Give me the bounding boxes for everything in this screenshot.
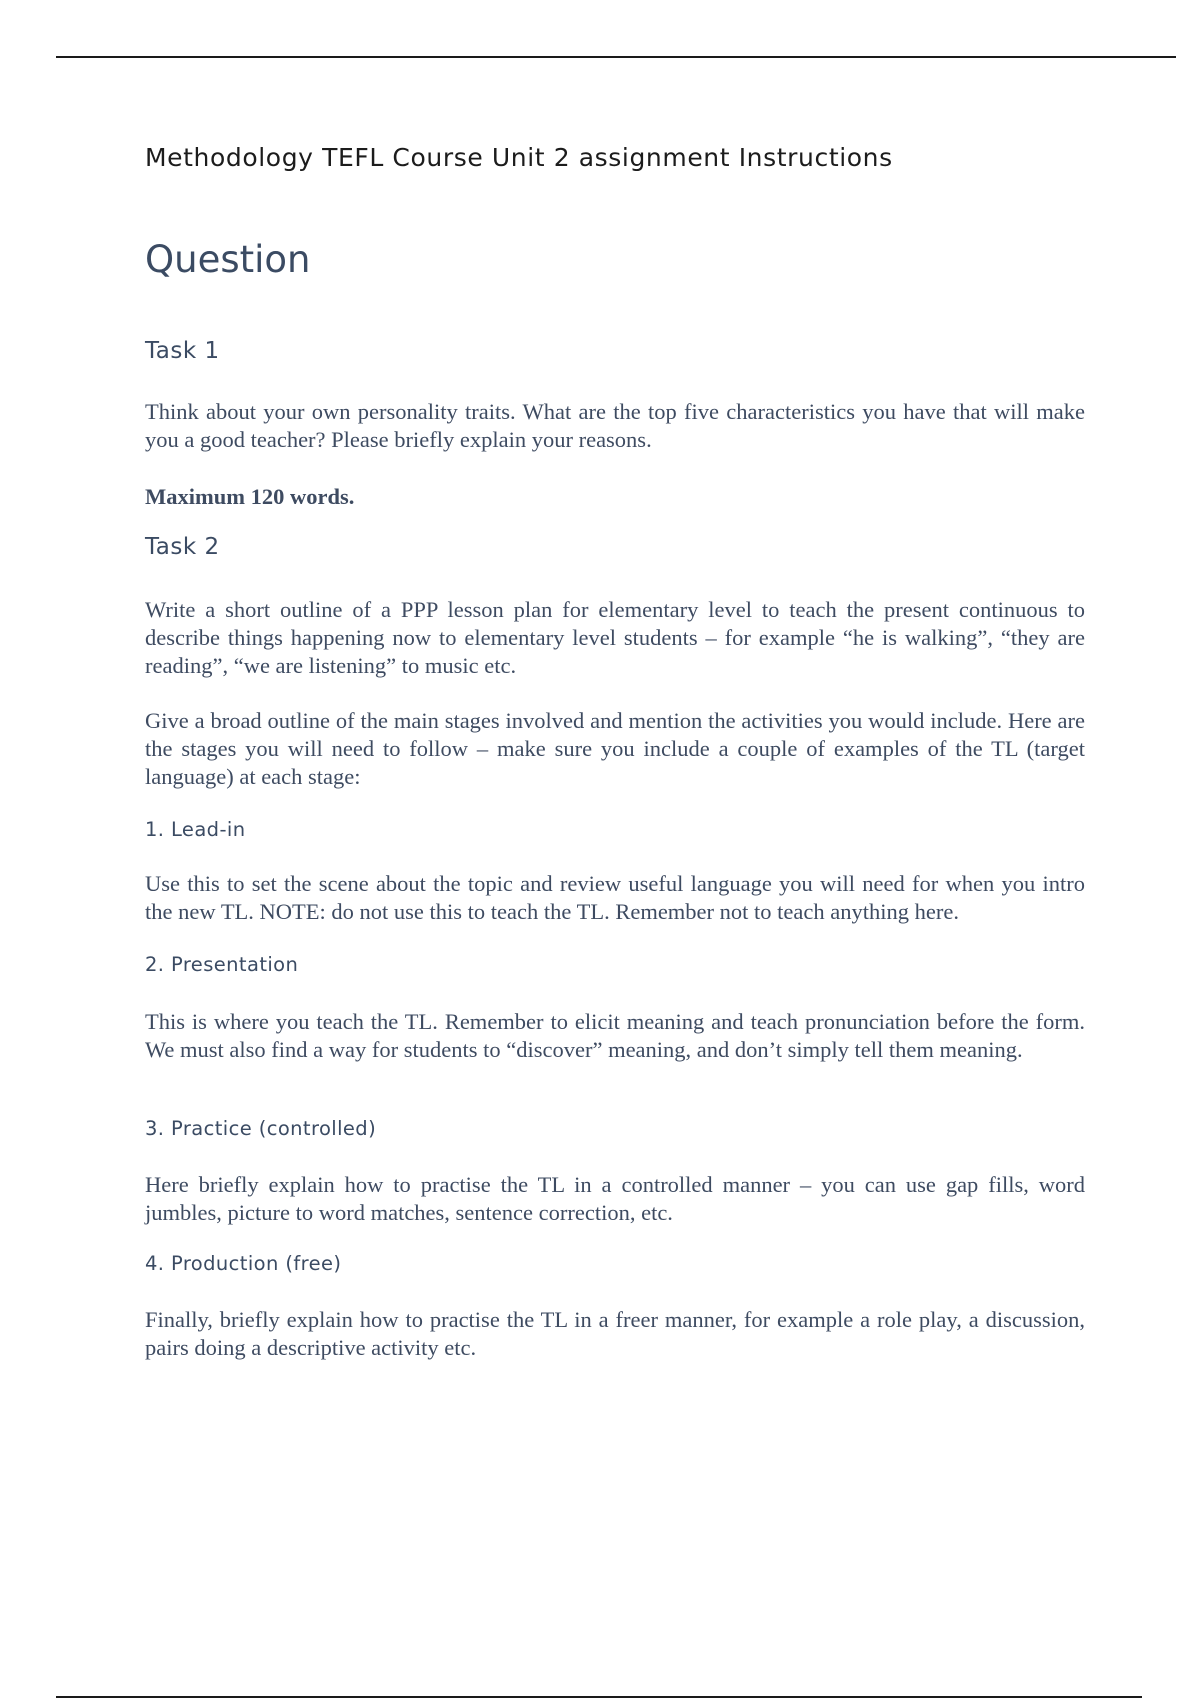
stage-text-practice: Here briefly explain how to practise the TL in a controlled manner – you can use gap fills, word jumbles, picture to word matches, sentence correction, etc. [145, 1172, 1085, 1225]
task-2-outline: Give a broad outline of the main stages involved and mention the activities you would include. Here are the stages you will need to follow – make sure you include a couple of examples of the TL (target language) at each stage: [145, 708, 1085, 789]
task-1-text: Think about your own personality traits. What are the top five characteristics you have that will make you a good teacher? Please briefly explain your reasons. [145, 399, 1085, 452]
section-heading-question: Question [145, 238, 311, 281]
stage-label-production: 4. Production (free) [145, 1252, 342, 1275]
stage-text-presentation: This is where you teach the TL. Remember to elicit meaning and teach pronunciation before the form. We must also find a way for students to “discover” meaning, and don’t simply tell them meaning. [145, 1009, 1085, 1062]
stage-text-production: Finally, briefly explain how to practise the TL in a freer manner, for example a role play, a discussion, pairs doing a descriptive activity etc. [145, 1307, 1085, 1360]
task-2-intro: Write a short outline of a PPP lesson plan for elementary level to teach the present continuous to describe things happening now to elementary level students – for example “he is walking”, “they are reading”, “we are listening” to music etc. [145, 597, 1085, 678]
stage-text-lead-in: Use this to set the scene about the topic and review useful language you will need for when you intro the new TL. NOTE: do not use this to teach the TL. Remember not to teach anything here. [145, 871, 1085, 924]
top-rule [56, 56, 1176, 58]
document-title: Methodology TEFL Course Unit 2 assignment Instructions [145, 143, 893, 172]
task-1-word-limit: Maximum 120 words. [145, 484, 355, 509]
stage-label-lead-in: 1. Lead-in [145, 818, 246, 841]
stage-label-practice: 3. Practice (controlled) [145, 1117, 377, 1140]
task-1-heading: Task 1 [145, 338, 220, 364]
bottom-rule [56, 1696, 1142, 1698]
task-2-heading: Task 2 [145, 534, 220, 560]
stage-label-presentation: 2. Presentation [145, 953, 299, 976]
